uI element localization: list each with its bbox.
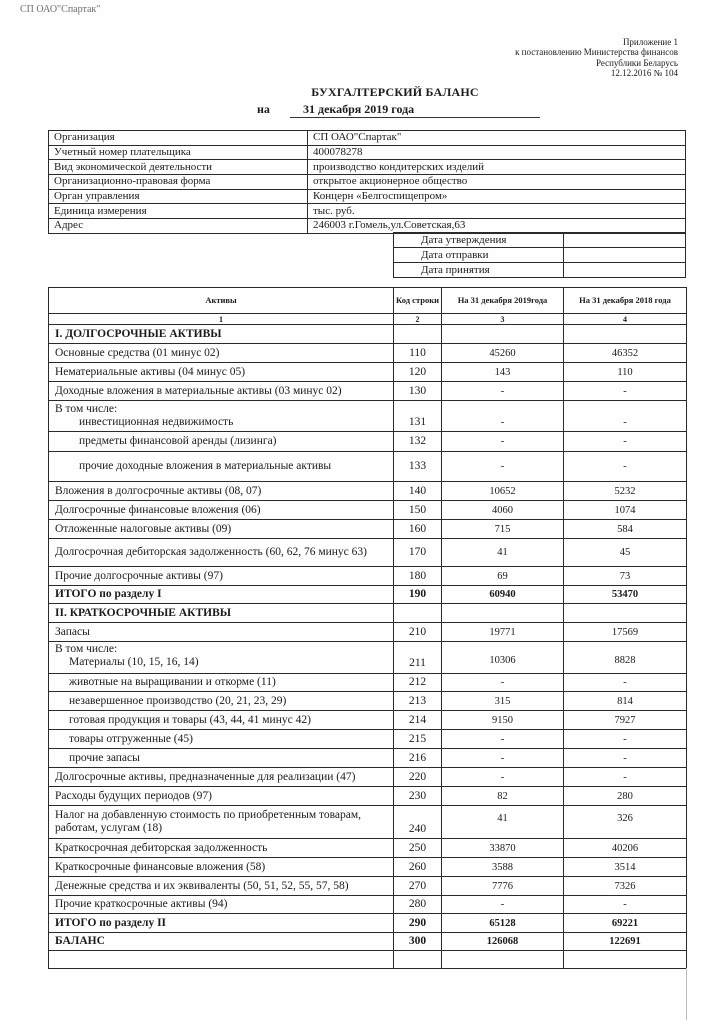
- balance-row: [49, 692, 687, 711]
- total-row: [49, 586, 687, 604]
- value-2018: 1074: [564, 501, 687, 520]
- value-2019: 126068: [442, 933, 564, 951]
- total-label: ИТОГО по разделу II: [49, 914, 394, 933]
- row-code: 220: [394, 768, 442, 787]
- row-label: незавершенное производство (20, 21, 23, 29): [49, 692, 394, 711]
- value-2018: 584: [564, 520, 687, 539]
- organization-label: Вид экономической деятельности: [49, 160, 308, 175]
- company-stamp: СП ОАО"Спартак": [20, 4, 101, 15]
- column-number: 2: [394, 314, 442, 325]
- value-2018: 17569: [564, 623, 687, 642]
- organization-value: производство кондитерских изделий: [308, 160, 686, 175]
- date-row: [394, 248, 686, 263]
- balance-total-label: БАЛАНС: [49, 933, 394, 951]
- date-value-cell: [564, 263, 686, 278]
- value-2018: 110: [564, 363, 687, 382]
- column-number: 3: [442, 314, 564, 325]
- row-code: 150: [394, 501, 442, 520]
- balance-row: [49, 896, 687, 914]
- row-code: 300: [394, 933, 442, 951]
- column-number: 1: [49, 314, 394, 325]
- balance-row: [49, 520, 687, 539]
- organization-row: [49, 204, 686, 219]
- organization-row: [49, 189, 686, 204]
- value-2018: 53470: [564, 586, 687, 604]
- organization-value: СП ОАО"Спартак": [308, 131, 686, 146]
- value-2019: 9150: [442, 711, 564, 730]
- value-2018: 73: [564, 567, 687, 586]
- value-2018: -: [564, 749, 687, 768]
- empty-cell: [442, 604, 564, 623]
- value-2019: 10306: [442, 642, 564, 674]
- balance-row: [49, 674, 687, 692]
- report-date-line: [257, 102, 540, 118]
- empty-cell: [442, 951, 564, 969]
- balance-row: [49, 539, 687, 567]
- row-code: 216: [394, 749, 442, 768]
- column-header-code: Код строки: [394, 288, 442, 314]
- row-code: 131: [394, 401, 442, 432]
- organization-table: [48, 130, 686, 234]
- value-2019: 69: [442, 567, 564, 586]
- value-2018: 122691: [564, 933, 687, 951]
- row-code: 280: [394, 896, 442, 914]
- organization-value: 246003 г.Гомель,ул.Советская,63: [308, 219, 686, 234]
- value-2019: 60940: [442, 586, 564, 604]
- row-label: предметы финансовой аренды (лизинга): [49, 432, 394, 452]
- empty-cell: [564, 951, 687, 969]
- empty-row: [49, 951, 687, 969]
- organization-label: Единица измерения: [49, 204, 308, 219]
- balance-row: [49, 877, 687, 896]
- date-value-cell: [564, 233, 686, 248]
- organization-table-body: [49, 131, 686, 234]
- row-label-cell: [49, 642, 394, 674]
- balance-row: [49, 730, 687, 749]
- row-label: Долгосрочные финансовые вложения (06): [49, 501, 394, 520]
- value-2019: -: [442, 452, 564, 482]
- row-label: Материалы (10, 15, 16, 14): [69, 656, 199, 668]
- row-label: прочие запасы: [49, 749, 394, 768]
- row-label: Отложенные налоговые активы (09): [49, 520, 394, 539]
- row-code: 212: [394, 674, 442, 692]
- row-label: товары отгруженные (45): [49, 730, 394, 749]
- value-2018: 69221: [564, 914, 687, 933]
- value-2018: -: [564, 730, 687, 749]
- appendix-line: к постановлению Министерства финансов: [515, 47, 678, 58]
- row-label: Краткосрочные финансовые вложения (58): [49, 858, 394, 877]
- balance-header-row: [49, 288, 687, 314]
- empty-cell: [564, 604, 687, 623]
- row-label: животные на выращивании и откорме (11): [49, 674, 394, 692]
- date-label: Дата утверждения: [394, 233, 564, 248]
- row-label-cell: [49, 401, 394, 432]
- row-label: Налог на добавленную стоимость по приобретенным товарам, работам, услугам (18): [49, 806, 394, 839]
- value-2018: 5232: [564, 482, 687, 501]
- document-title: БУХГАЛТЕРСКИЙ БАЛАНС: [311, 85, 479, 99]
- value-2018: -: [564, 768, 687, 787]
- row-intro: В том числе:: [55, 643, 118, 655]
- value-2018: 280: [564, 787, 687, 806]
- value-2019: -: [442, 768, 564, 787]
- row-label: Вложения в долгосрочные активы (08, 07): [49, 482, 394, 501]
- value-2019: 7776: [442, 877, 564, 896]
- balance-row: [49, 501, 687, 520]
- value-2019: -: [442, 730, 564, 749]
- value-2018: 7927: [564, 711, 687, 730]
- empty-cell: [49, 951, 394, 969]
- row-label: Нематериальные активы (04 минус 05): [49, 363, 394, 382]
- value-2019: 82: [442, 787, 564, 806]
- row-label: Основные средства (01 минус 02): [49, 344, 394, 363]
- balance-row: [49, 839, 687, 858]
- value-2019: 4060: [442, 501, 564, 520]
- row-code: 180: [394, 567, 442, 586]
- row-code: 215: [394, 730, 442, 749]
- balance-row: [49, 623, 687, 642]
- organization-row: [49, 160, 686, 175]
- value-2018: 814: [564, 692, 687, 711]
- balance-row: [49, 452, 687, 482]
- value-2018: 3514: [564, 858, 687, 877]
- value-2019: 315: [442, 692, 564, 711]
- row-code: 230: [394, 787, 442, 806]
- balance-row: [49, 749, 687, 768]
- value-2018: 45: [564, 539, 687, 567]
- value-2018: -: [564, 674, 687, 692]
- balance-row: [49, 401, 687, 432]
- total-row: [49, 914, 687, 933]
- row-code: 213: [394, 692, 442, 711]
- organization-row: [49, 131, 686, 146]
- date-label: Дата отправки: [394, 248, 564, 263]
- column-number-row: [49, 314, 687, 325]
- column-number: 4: [564, 314, 687, 325]
- balance-row: [49, 787, 687, 806]
- row-code: 211: [394, 642, 442, 674]
- section-header-row: [49, 604, 687, 623]
- value-2019: -: [442, 432, 564, 452]
- row-label: Прочие краткосрочные активы (94): [49, 896, 394, 914]
- row-label: прочие доходные вложения в материальные активы: [49, 452, 394, 482]
- balance-row: [49, 363, 687, 382]
- organization-value: Концерн «Белгоспищепром»: [308, 189, 686, 204]
- row-code: 110: [394, 344, 442, 363]
- value-2019: -: [442, 896, 564, 914]
- row-label: Доходные вложения в материальные активы (03 минус 02): [49, 382, 394, 401]
- row-label: Долгосрочная дебиторская задолженность (60, 62, 76 минус 63): [49, 539, 394, 567]
- value-2018: 7326: [564, 877, 687, 896]
- organization-value: 400078278: [308, 145, 686, 160]
- value-2019: 715: [442, 520, 564, 539]
- balance-table-body: [49, 288, 687, 969]
- row-code: 214: [394, 711, 442, 730]
- section-header-row: [49, 325, 687, 344]
- date-value-cell: [564, 248, 686, 263]
- balance-row: [49, 858, 687, 877]
- row-code: 160: [394, 520, 442, 539]
- value-2018: 326: [564, 806, 687, 839]
- value-2019: -: [442, 674, 564, 692]
- organization-value: тыс. руб.: [308, 204, 686, 219]
- balance-row: [49, 382, 687, 401]
- balance-row: [49, 768, 687, 787]
- row-code: 250: [394, 839, 442, 858]
- organization-label: Организация: [49, 131, 308, 146]
- value-2019: 143: [442, 363, 564, 382]
- value-2019: 33870: [442, 839, 564, 858]
- value-2019: -: [442, 382, 564, 401]
- date-row: [394, 233, 686, 248]
- row-code: 140: [394, 482, 442, 501]
- empty-cell: [564, 325, 687, 344]
- value-2018: -: [564, 382, 687, 401]
- value-2018: -: [564, 401, 687, 432]
- row-code: 210: [394, 623, 442, 642]
- balance-row: [49, 482, 687, 501]
- appendix-line: Приложение 1: [622, 37, 678, 47]
- row-label: инвестиционная недвижимость: [79, 416, 234, 428]
- empty-cell: [394, 325, 442, 344]
- empty-cell: [394, 604, 442, 623]
- value-2018: -: [564, 452, 687, 482]
- organization-label: Адрес: [49, 219, 308, 234]
- section-title: I. ДОЛГОСРОЧНЫЕ АКТИВЫ: [49, 325, 394, 344]
- organization-row: [49, 175, 686, 190]
- date-row: [394, 263, 686, 278]
- row-label: Расходы будущих периодов (97): [49, 787, 394, 806]
- column-header-2018: На 31 декабря 2018 года: [564, 288, 687, 314]
- row-label: Запасы: [49, 623, 394, 642]
- balance-table: [48, 287, 687, 969]
- row-code: 130: [394, 382, 442, 401]
- appendix-note: [515, 37, 678, 79]
- organization-row: [49, 145, 686, 160]
- report-date: 31 декабря 2019 года: [290, 102, 540, 118]
- row-code: 170: [394, 539, 442, 567]
- column-header-assets: Активы: [49, 288, 394, 314]
- balance-row: [49, 711, 687, 730]
- value-2019: -: [442, 401, 564, 432]
- appendix-line: Республики Беларусь: [595, 57, 678, 68]
- organization-label: Орган управления: [49, 189, 308, 204]
- row-intro: В том числе:: [55, 403, 118, 415]
- value-2019: 41: [442, 539, 564, 567]
- total-label: ИТОГО по разделу I: [49, 586, 394, 604]
- empty-cell: [442, 325, 564, 344]
- row-code: 190: [394, 586, 442, 604]
- row-code: 290: [394, 914, 442, 933]
- dates-table: [393, 232, 686, 278]
- row-code: 132: [394, 432, 442, 452]
- value-2018: 40206: [564, 839, 687, 858]
- appendix-line: 12.12.2016 № 104: [610, 68, 678, 79]
- organization-label: Учетный номер плательщика: [49, 145, 308, 160]
- scan-border-line: [686, 968, 687, 1020]
- empty-cell: [394, 951, 442, 969]
- row-code: 260: [394, 858, 442, 877]
- value-2019: 10652: [442, 482, 564, 501]
- date-label: Дата принятия: [394, 263, 564, 278]
- value-2018: -: [564, 896, 687, 914]
- row-code: 133: [394, 452, 442, 482]
- balance-total-row: [49, 933, 687, 951]
- date-prefix: на: [257, 102, 270, 116]
- row-label: Прочие долгосрочные активы (97): [49, 567, 394, 586]
- column-header-2019: На 31 декабря 2019года: [442, 288, 564, 314]
- row-label: Краткосрочная дебиторская задолженность: [49, 839, 394, 858]
- row-label: Денежные средства и их эквиваленты (50, 51, 52, 55, 57, 58): [49, 877, 394, 896]
- row-code: 270: [394, 877, 442, 896]
- balance-row: [49, 432, 687, 452]
- organization-value: открытое акционерное общество: [308, 175, 686, 190]
- section-title: II. КРАТКОСРОЧНЫЕ АКТИВЫ: [49, 604, 394, 623]
- value-2019: 65128: [442, 914, 564, 933]
- value-2018: 46352: [564, 344, 687, 363]
- row-code: 240: [394, 806, 442, 839]
- balance-row: [49, 642, 687, 674]
- row-label: Долгосрочные активы, предназначенные для реализации (47): [49, 768, 394, 787]
- value-2019: 45260: [442, 344, 564, 363]
- value-2019: 41: [442, 806, 564, 839]
- balance-row: [49, 567, 687, 586]
- value-2019: 3588: [442, 858, 564, 877]
- value-2019: -: [442, 749, 564, 768]
- organization-label: Организационно-правовая форма: [49, 175, 308, 190]
- row-code: 120: [394, 363, 442, 382]
- dates-table-body: [394, 233, 686, 278]
- balance-row: [49, 344, 687, 363]
- value-2018: 8828: [564, 642, 687, 674]
- balance-row: [49, 806, 687, 839]
- value-2018: -: [564, 432, 687, 452]
- row-label: готовая продукция и товары (43, 44, 41 минус 42): [49, 711, 394, 730]
- value-2019: 19771: [442, 623, 564, 642]
